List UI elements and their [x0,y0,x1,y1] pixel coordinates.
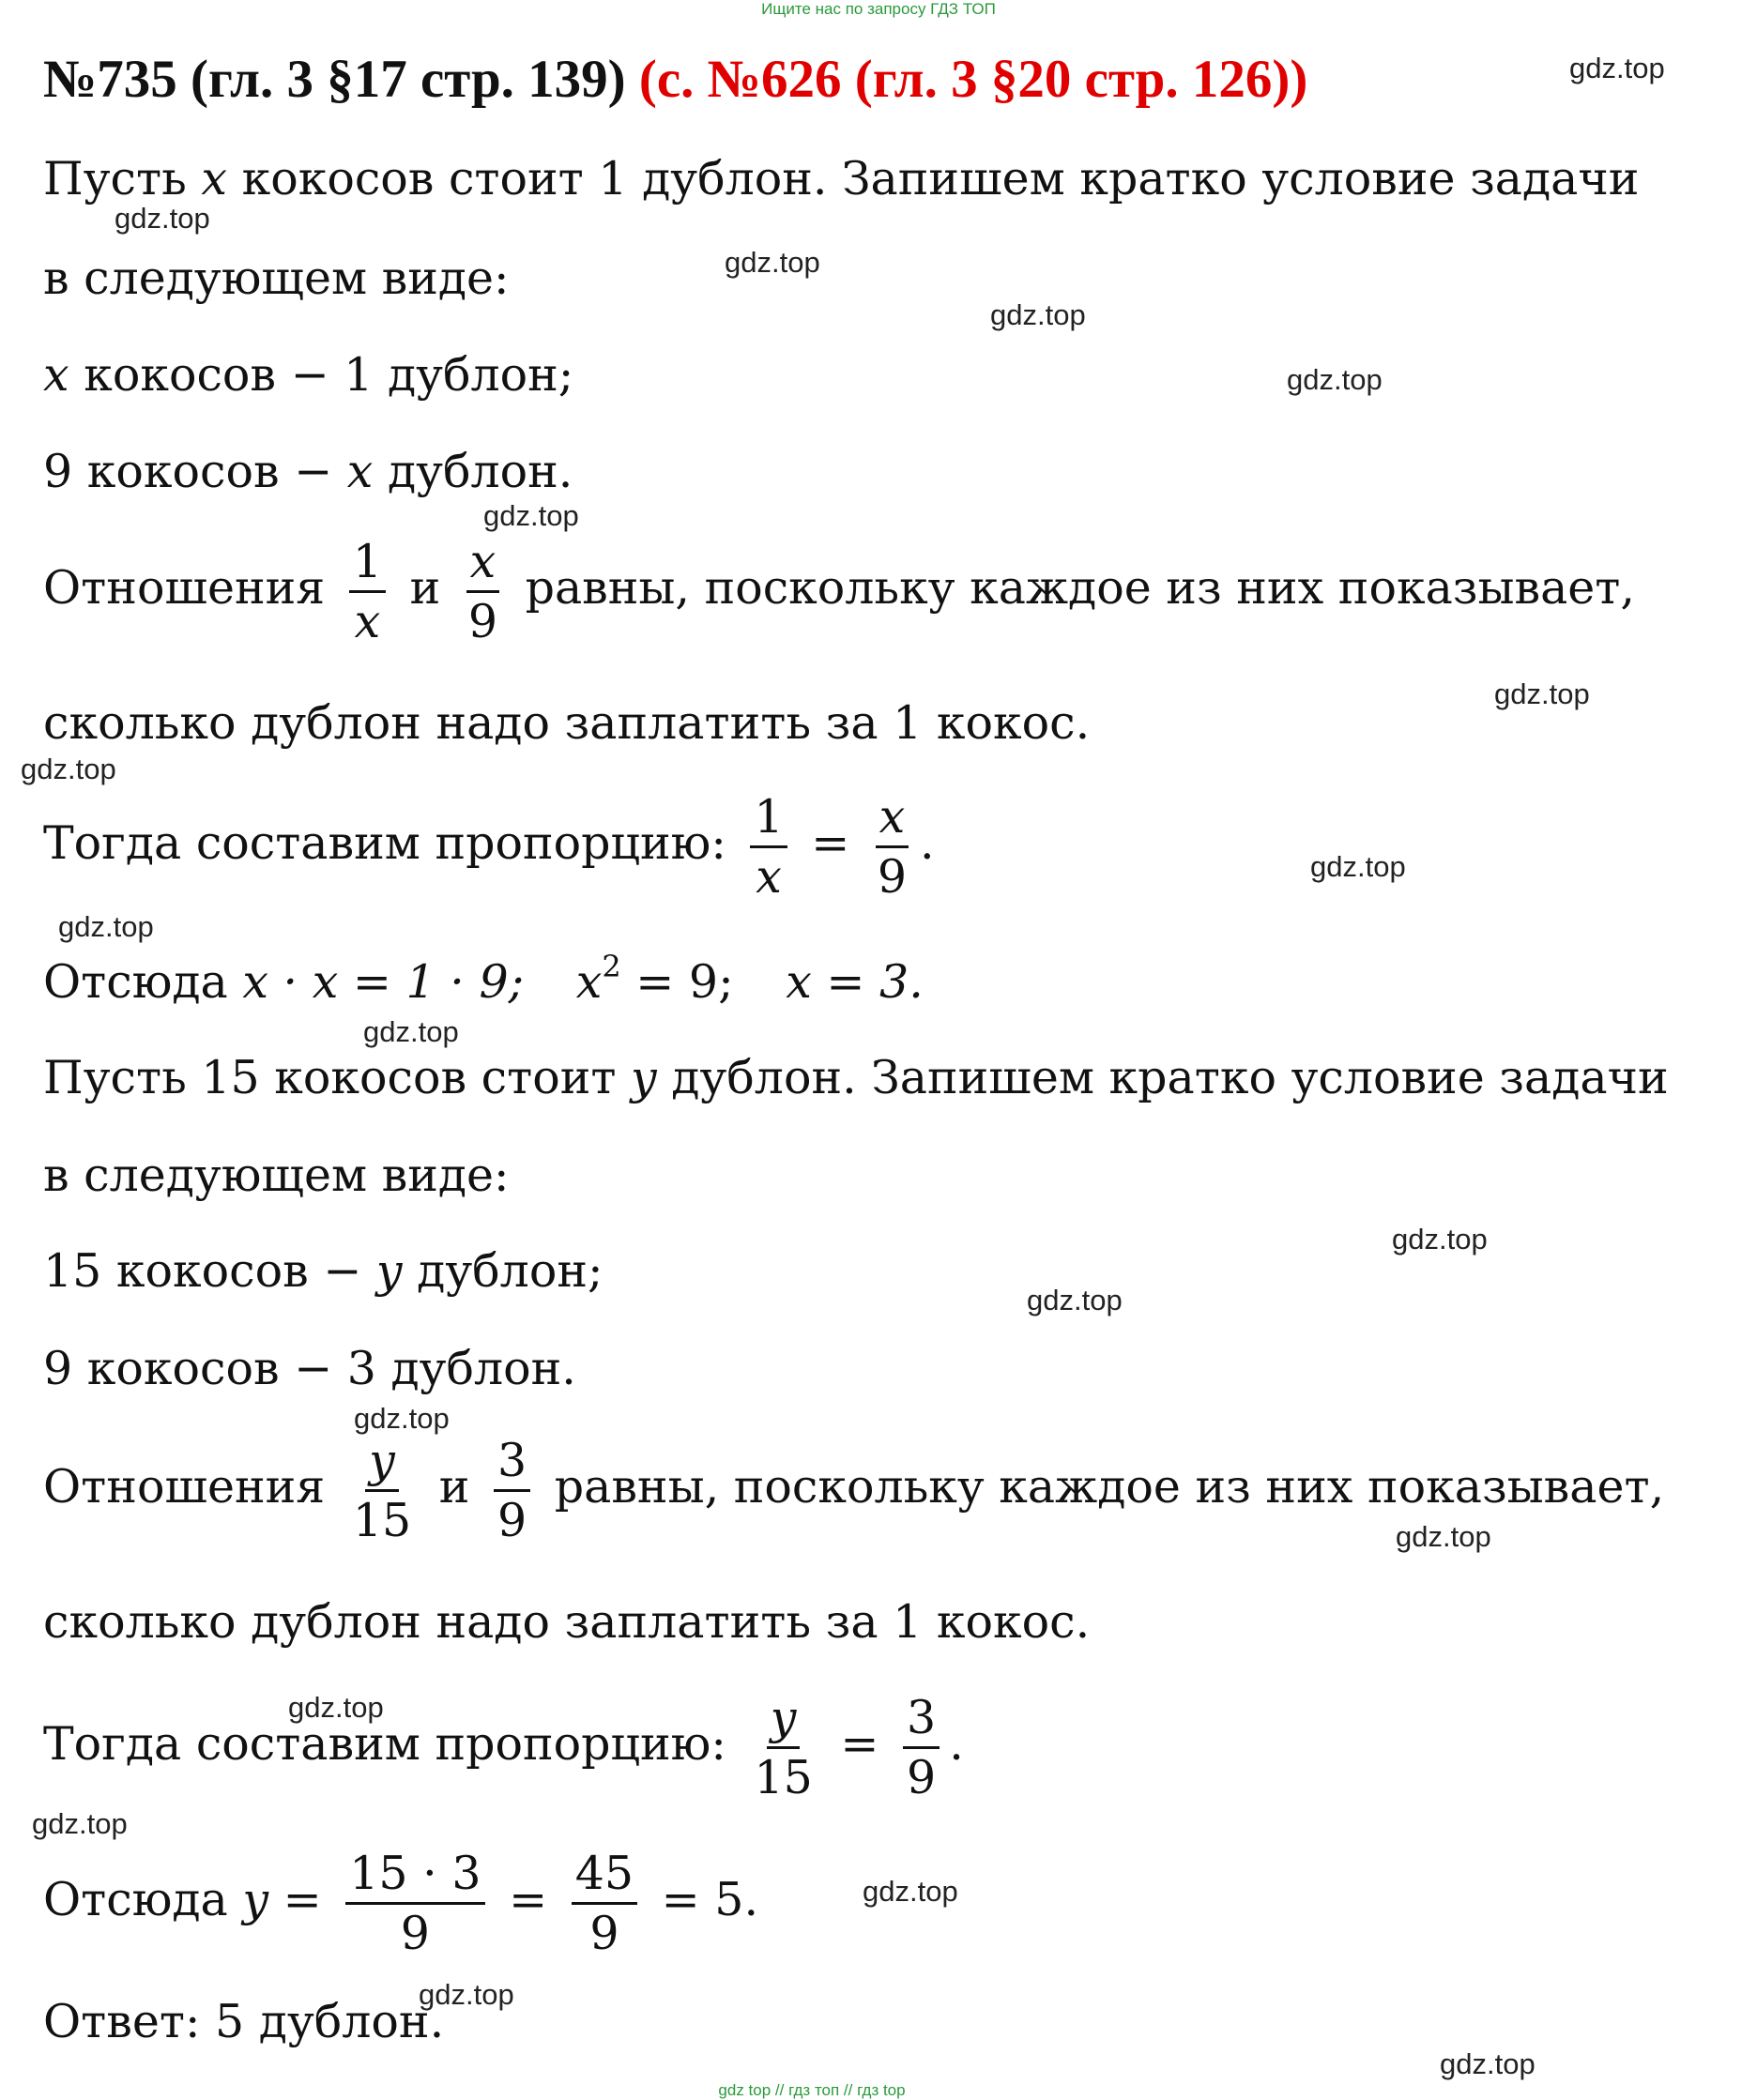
equation-line: Отсюда y = $\frac{15 \cdot 3}{9}$ = $\frac{45}{9}$ = 5. [43,1847,759,1960]
footer-note: gdz top // гдз топ // гдз top [718,2081,906,2099]
fraction: $\frac{y}{15}$ [352,1434,412,1547]
watermark: gdz.top [1569,52,1665,84]
equation-line: Отсюда x · x = 1 · 9; $x^2 = 9$; x = 3. [43,949,924,1009]
text-line: x кокосов − 1 дублон; [43,348,574,402]
watermark: gdz.top [419,1978,514,2011]
text-line: в следующем виде: [43,1149,510,1202]
watermark: gdz.top [58,910,154,943]
watermark: gdz.top [863,1875,958,1908]
text-line: 9 кокосов − 3 дублон. [43,1342,576,1395]
fraction: $\frac{15 \cdot 3}{9}$ [345,1850,484,1956]
proportion-line: Тогда составим пропорцию: $\frac{y}{15}$ = $\frac{3}{9}$ . [43,1691,964,1804]
watermark: gdz.top [1494,677,1590,710]
text-line: 9 кокосов − x дублон. [43,445,573,498]
watermark: gdz.top [21,753,116,785]
title-main: №735 (гл. 3 §17 стр. 139) [43,50,626,109]
fraction: $\frac{3}{9}$ [903,1695,940,1801]
watermark: gdz.top [354,1402,450,1435]
fraction: $\frac{y}{15}$ [754,1691,813,1804]
ratio-line: Отношения $\frac{y}{15}$ и $\frac{3}{9}$ равны, поскольку каждое из них показывает, [43,1434,1665,1547]
watermark: gdz.top [363,1015,459,1048]
proportion-line: Тогда составим пропорцию: $\frac{1}{x}$ = $\frac{x}{9}$ . [43,790,935,904]
watermark: gdz.top [1440,2047,1535,2080]
watermark: gdz.top [1027,1284,1123,1316]
text-line: сколько дублон надо заплатить за 1 кокос. [43,1595,1091,1649]
text-line: Пусть 15 кокосов стоит y дублон. Запишем кратко условие задачи [43,1051,1669,1104]
title-alt: (с. №626 (гл. 3 §20 стр. 126)) [638,50,1308,109]
watermark: gdz.top [1396,1520,1491,1553]
text-line: сколько дублон надо заплатить за 1 кокос. [43,696,1091,750]
watermark: gdz.top [990,298,1086,331]
watermark: gdz.top [1287,363,1383,396]
watermark: gdz.top [32,1807,128,1840]
watermark: gdz.top [115,202,210,235]
fraction: $\frac{x}{9}$ [465,539,501,645]
watermark: gdz.top [725,246,820,279]
fraction: $\frac{45}{9}$ [572,1850,637,1956]
text-line: Пусть x кокосов стоит 1 дублон. Запишем кратко условие задачи [43,152,1640,205]
watermark: gdz.top [1310,850,1406,883]
text-line: 15 кокосов − y дублон; [43,1244,603,1298]
fraction: $\frac{x}{9}$ [874,794,910,900]
fraction: $\frac{1}{x}$ [750,794,787,900]
text-line: в следующем виде: [43,251,510,305]
ratio-line: Отношения $\frac{1}{x}$ и $\frac{x}{9}$ равны, поскольку каждое из них показывает, [43,535,1635,648]
watermark: gdz.top [483,499,579,532]
page-title [43,49,1307,110]
fraction: $\frac{1}{x}$ [349,539,386,645]
watermark: gdz.top [1392,1223,1488,1255]
answer: Ответ: 5 дублон. [43,1995,445,2048]
fraction: $\frac{3}{9}$ [494,1438,530,1544]
search-hint: Ищите нас по запросу ГДЗ ТОП [761,0,996,18]
watermark: gdz.top [288,1691,384,1724]
